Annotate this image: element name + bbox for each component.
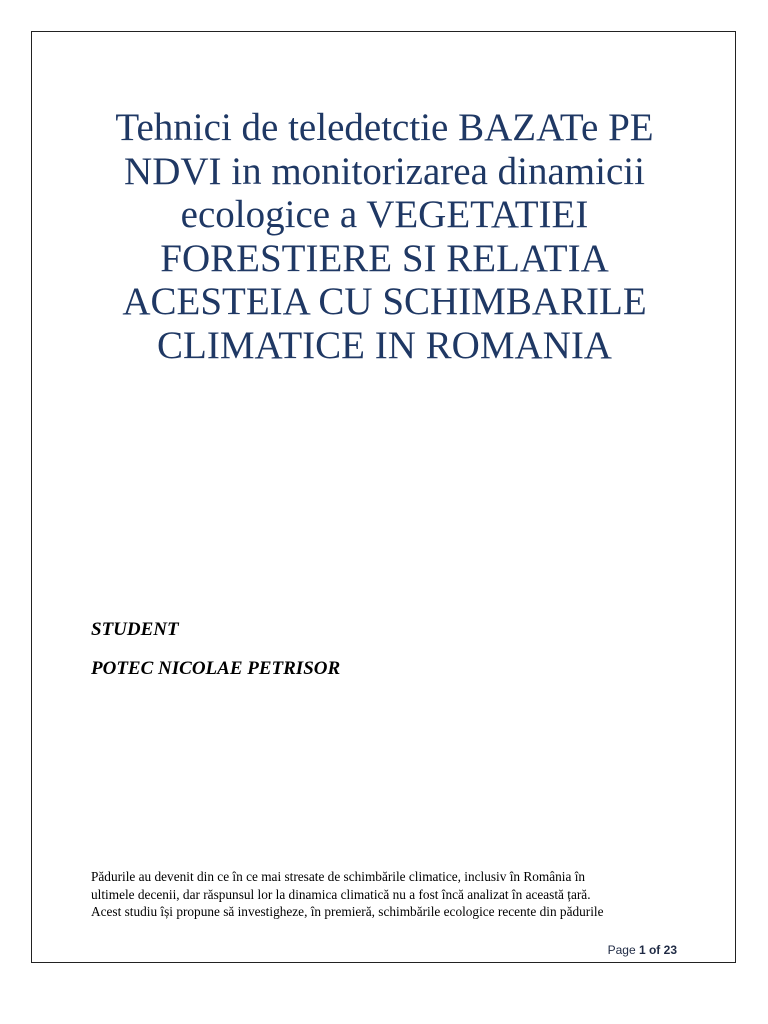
page-of: of [645, 943, 664, 957]
title-line: ACESTEIA CU SCHIMBARILE [122, 280, 647, 323]
page-current: 1 [638, 943, 646, 957]
page-total: 23 [663, 943, 677, 957]
title-line: CLIMATICE IN ROMANIA [157, 323, 612, 367]
document-page [31, 31, 736, 963]
abstract-paragraph [91, 868, 681, 921]
page-prefix: Page [607, 943, 639, 957]
title-line: FORESTIERE SI RELATIA [160, 236, 609, 280]
title-line: NDVI in monitorizarea dinamicii [124, 149, 645, 193]
student-name: POTEC NICOLAE PETRISOR [91, 658, 341, 679]
title-line: ecologice a VEGETATIEI [180, 193, 589, 236]
abstract-line: Pădurile au devenit din ce în ce mai stresate de schimbările climatice, inclusiv în România în [91, 869, 586, 884]
student-label: STUDENT [91, 619, 179, 640]
abstract-line: ultimele decenii, dar răspunsul lor la dinamica climatică nu a fost încă analizat în această țară. [91, 886, 591, 902]
page-number [608, 943, 677, 957]
document-title [82, 106, 687, 367]
title-line: Tehnici de teledetctie BAZATe PE [115, 106, 654, 149]
abstract-line: Acest studiu își propune să investigheze, în premieră, schimbările ecologice recente din pădurile [91, 904, 604, 919]
